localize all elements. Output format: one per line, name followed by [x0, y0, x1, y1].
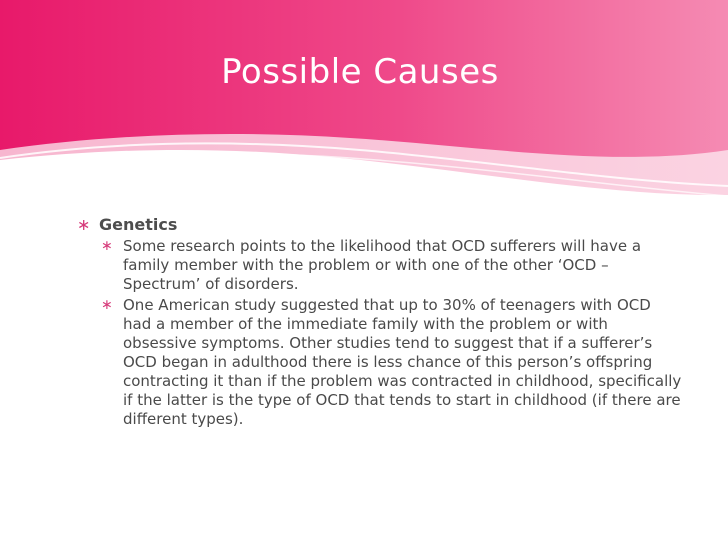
sub-bullet-text: One American study suggested that up to 30% of teenagers with OCD had a member of the immediate family with the problem or with obsessive symptoms. Other studies tend to suggest that if a sufferer’s OCD began in adulthood there is less chance of this person’s offspring contracting it than if the problem was contracted in childhood, specifically if the latter is the type of OCD that tends to start in childhood (if there are different types).: [123, 296, 682, 428]
sub-bullet-text: Some research points to the likelihood that OCD sufferers will have a family member with the problem or with one of the other ‘OCD –Spectrum’ of disorders.: [123, 237, 642, 293]
sub-bullet-american-study: [101, 296, 683, 429]
header-banner: [0, 0, 728, 215]
slide-title-text: Possible Causes: [221, 52, 499, 92]
slide-title: [0, 52, 728, 92]
bullet-heading: Genetics: [99, 215, 178, 234]
sub-bullet-research: [101, 237, 683, 294]
content-body: [77, 214, 682, 431]
bullet-genetics: [77, 214, 677, 236]
asterisk-bullet-icon: ∗: [77, 215, 91, 234]
asterisk-bullet-icon: ∗: [101, 297, 113, 313]
sub-bullet-list: [77, 237, 682, 429]
asterisk-bullet-icon: ∗: [101, 238, 113, 254]
